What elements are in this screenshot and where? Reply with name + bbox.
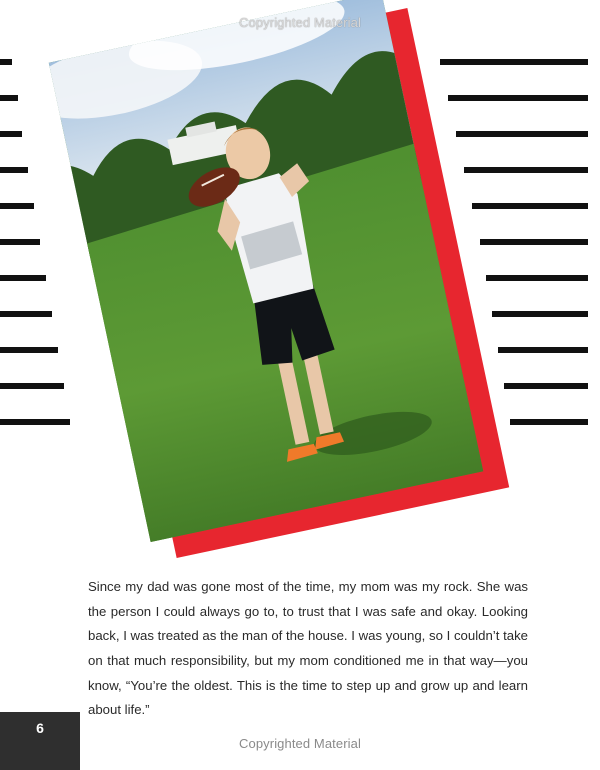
body-paragraph: Since my dad was gone most of the time, my mom was my rock. She was the person I could always go to, to trust that I was safe and okay. Looking back, I was treated as the man of the house. I was young, so I couldn’t take on that much responsibility, but my mom conditioned me in that way—you know, “You’re the oldest. This is the time to step up and grow up and learn about life.” [88,579,528,718]
stripe [0,311,52,317]
watermark-bottom: Copyrighted Material [239,736,361,751]
stripe [464,167,588,173]
stripe [0,347,58,353]
stripe [0,203,34,209]
stripe [498,347,588,353]
stripe [0,383,64,389]
stripe [0,419,70,425]
stripe [492,311,588,317]
stripe [480,239,588,245]
page-number: 6 [36,720,44,736]
stripe [0,167,28,173]
stripe [510,419,588,425]
stripe [504,383,588,389]
stripe [456,131,588,137]
stripe [0,275,46,281]
stripe [448,95,588,101]
watermark-top: Copyrighted Material [239,15,361,30]
stripe [472,203,588,209]
stripe [0,239,40,245]
stripe [0,59,12,65]
stripe [486,275,588,281]
stripe [0,95,18,101]
stripe [440,59,588,65]
stripe [0,131,22,137]
